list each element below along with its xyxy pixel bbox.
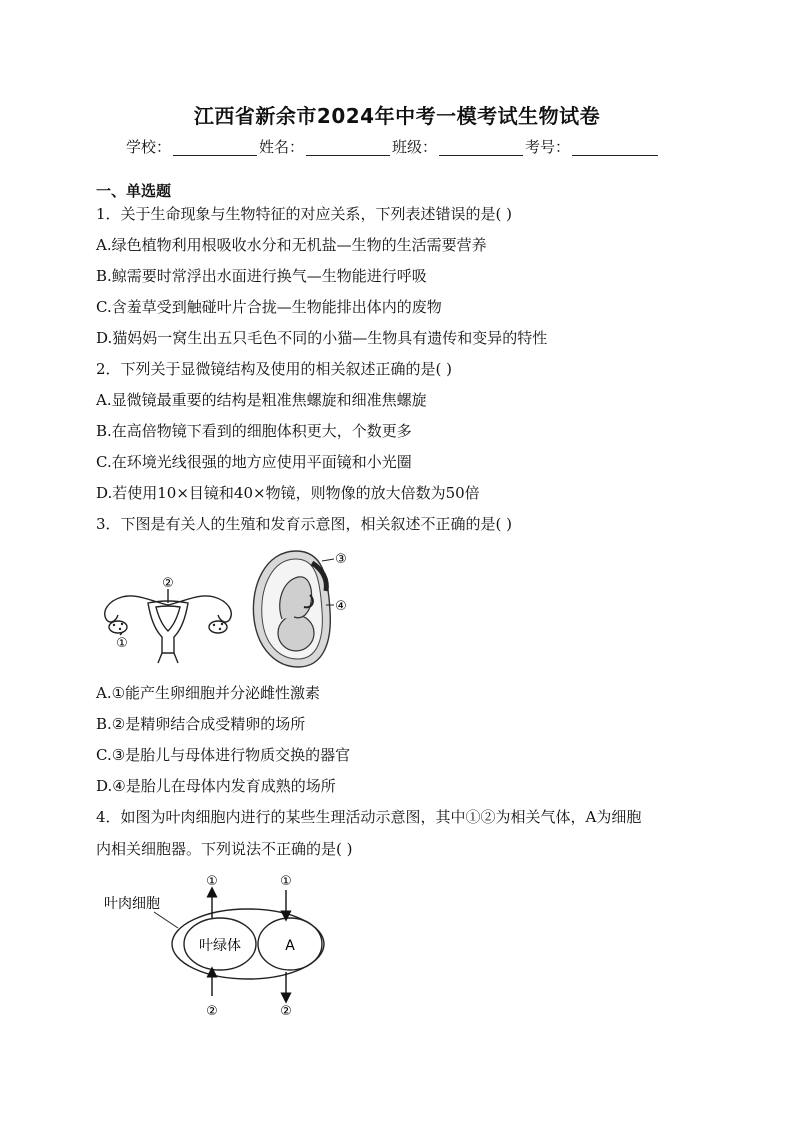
q2-option-d: D.若使用10×目镜和40×物镜，则物像的放大倍数为50倍 [96,484,480,502]
class-label: 班级： [392,138,438,156]
cell-label: 叶肉细胞 [104,896,160,912]
label-1: ① [116,636,128,651]
gas1-top-left: ① [206,874,218,889]
q2-option-a: A.显微镜最重要的结构是粗准焦螺旋和细准焦螺旋 [96,391,427,409]
gas2-bottom-right: ② [280,1004,292,1019]
chloroplast-label: 叶绿体 [199,938,241,954]
exam-title: 江西省新余市2024年中考一模考试生物试卷 [193,104,601,128]
number-field[interactable] [572,139,658,156]
fetus-figure [246,545,356,673]
q1-option-d: D.猫妈妈一窝生出五只毛色不同的小猫—生物具有遗传和变异的特性 [96,329,548,347]
label-3: ③ [335,552,347,567]
section-title: 一、单选题 [96,182,172,200]
school-label: 学校： [126,138,172,156]
name-label: 姓名： [259,138,305,156]
leader-3 [322,559,334,561]
q2-option-c: C.在环境光线很强的地方应使用平面镜和小光圈 [96,453,412,471]
number-label: 考号： [525,138,571,156]
vagina-lines [158,653,178,663]
q1-option-c: C.含羞草受到触碰叶片合拢—生物能排出体内的废物 [96,298,442,316]
fetus-head [278,615,314,651]
uterus-figure [96,575,241,670]
left-ovary [109,621,127,633]
gas2-bottom-left: ② [206,1004,218,1019]
cell-leader [154,912,178,928]
right-ovary [209,621,227,633]
q3-option-d: D.④是胎儿在母体内发育成熟的场所 [96,777,336,795]
organelle-a-label: A [285,938,295,954]
class-field[interactable] [439,139,523,156]
q4-stem-line2: 内相关细胞器。下列说法不正确的是( ) [96,840,353,858]
label-4: ④ [335,599,347,614]
right-tube [168,596,231,622]
school-field[interactable] [173,139,257,156]
uterus-cavity [156,606,180,631]
leaf-cell-diagram [96,868,396,1023]
student-info-line [126,136,660,157]
q3-option-c: C.③是胎儿与母体进行物质交换的器官 [96,746,351,764]
q3-option-a: A.①能产生卵细胞并分泌雌性激素 [96,684,321,702]
left-tube [105,596,168,622]
q3-stem: 3．下图是有关人的生殖和发育示意图，相关叙述不正确的是( ) [96,515,513,533]
q2-stem: 2．下列关于显微镜结构及使用的相关叙述正确的是( ) [96,360,453,378]
q1-option-a: A.绿色植物利用根吸收水分和无机盐—生物的生活需要营养 [96,236,487,254]
gas1-top-right: ① [280,874,292,889]
label-2: ② [162,576,174,591]
q1-option-b: B.鲸需要时常浮出水面进行换气—生物能进行呼吸 [96,267,427,285]
q4-stem-line1: 4．如图为叶肉细胞内进行的某些生理活动示意图，其中①②为相关气体，A为细胞 [96,808,642,826]
uterus-body [148,601,188,653]
name-field[interactable] [306,139,390,156]
q3-option-b: B.②是精卵结合成受精卵的场所 [96,715,306,733]
q2-option-b: B.在高倍物镜下看到的细胞体积更大，个数更多 [96,422,412,440]
q1-stem: 1．关于生命现象与生物特征的对应关系，下列表述错误的是( ) [96,205,513,223]
